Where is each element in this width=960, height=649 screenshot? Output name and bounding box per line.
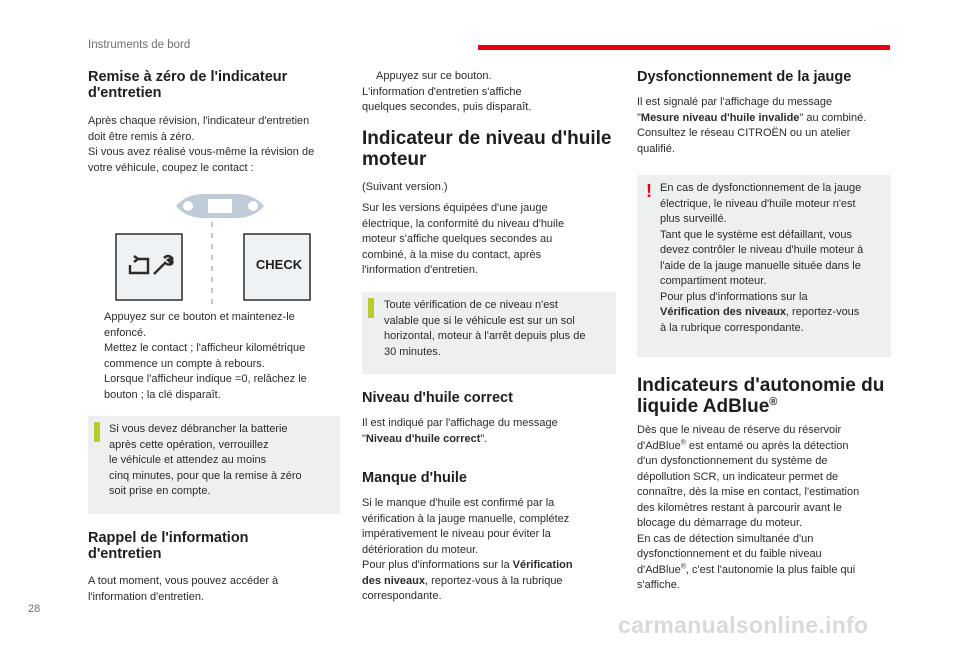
check-button-label: CHECK bbox=[255, 257, 303, 272]
oil-correct-text: Il est indiqué par l'affichage du message "Niveau d'huile correct". bbox=[362, 417, 558, 445]
info-icon bbox=[94, 422, 100, 442]
step-item: Mettez le contact ; l'afficheur kilométrique commence un compte à rebours. bbox=[104, 342, 306, 370]
info-box-oil: Toute vérification de ce niveau n'est valable que si le véhicule est sur un sol horizontal, moteur à l'arrêt depuis plus de 30 minutes. bbox=[362, 292, 616, 374]
dial-left-icon bbox=[183, 201, 193, 211]
recall-text: A tout moment, vous pouvez accéder à l'information d'entretien. bbox=[88, 575, 279, 603]
reset-heading bbox=[88, 69, 287, 101]
reset-heading-line-2: d'entretien bbox=[88, 85, 162, 101]
step-item: Lorsque l'afficheur indique =0, relâchez le bouton ; la clé disparaît. bbox=[104, 373, 307, 401]
warning-exclamation-icon: ! bbox=[646, 181, 652, 201]
info-icon bbox=[368, 298, 374, 318]
reset-intro-line: doit être remis à zéro. bbox=[88, 130, 195, 143]
page-header-title: Instruments de bord bbox=[88, 39, 191, 51]
gauge-malfunction-text: Il est signalé par l'affichage du message "Mesure niveau d'huile invalide" au combiné. Consultez le réseau CITROËN ou un atelier qualifié. bbox=[637, 96, 867, 155]
watermark: carmanualsonline.info bbox=[618, 612, 869, 638]
reset-intro-line: votre véhicule, coupez le contact : bbox=[88, 161, 254, 174]
oil-lack-text: Si le manque d'huile est confirmé par la vérification à la jauge manuelle, complétez impérativement le niveau pour éviter la détérioration du moteur. Pour plus d'informations sur la Vérification des niveaux, reportez-vous à la rubrique correspondante. bbox=[362, 497, 573, 602]
adblue-text: Dès que le niveau de réserve du réservoir d'AdBlue® est entamé ou après la détection d'un dysfonctionnement du système de dépollution SCR, un indicateur permet de connaître, dès la mise en contact, l'estimation des kilomètres restant à parcourir avant le blocage du démarrage du moteur. En cas de détection simultanée d'un dysfonctionnement et du faible niveau d'AdBlue®, c'est l'autonomie la plus faible qui s'affiche. bbox=[637, 424, 860, 591]
step-item: Appuyez sur ce bouton et maintenez-le enfoncé. bbox=[104, 311, 295, 339]
oil-lack-heading: Manque d'huile bbox=[362, 470, 467, 486]
header-red-bar bbox=[478, 45, 890, 50]
press-step: Appuyez sur ce bouton. L'information d'entretien s'affiche quelques secondes, puis disparaît. bbox=[362, 70, 532, 113]
info-box-battery: Si vous devez débrancher la batterie après cette opération, verrouillez le véhicule et attendez au moins cinq minutes, pour que la remise à zéro soit prise en compte. bbox=[88, 416, 340, 514]
reset-heading-line-1: Remise à zéro de l'indicateur bbox=[88, 69, 288, 85]
gauge-malfunction-heading: Dysfonctionnement de la jauge bbox=[637, 69, 852, 85]
oil-correct-heading: Niveau d'huile correct bbox=[362, 390, 513, 406]
oil-indicator-heading: Indicateur de niveau d'huile moteur bbox=[362, 128, 612, 170]
reset-steps bbox=[88, 310, 340, 403]
reset-intro-line: Après chaque révision, l'indicateur d'entretien bbox=[88, 115, 310, 127]
reset-intro-line: Si vous avez réalisé vous-même la révision de bbox=[88, 146, 315, 158]
recall-heading: Rappel de l'information d'entretien bbox=[88, 530, 249, 562]
reset-intro bbox=[88, 114, 340, 176]
oil-version: (Suivant version.) bbox=[362, 181, 448, 193]
adblue-heading: Indicateurs d'autonomie du liquide AdBlue® bbox=[637, 375, 885, 417]
instrument-panel-illustration bbox=[108, 188, 334, 306]
page-number: 28 bbox=[28, 603, 41, 615]
dial-right-icon bbox=[248, 201, 258, 211]
warning-box-gauge: ! En cas de dysfonctionnement de la jauge électrique, le niveau d'huile moteur n'est plus surveillé. Tant que le système est défaillant, vous devez contrôler le niveau d'huile moteur à l'aide de la jauge manuelle située dans le compartiment moteur. Pour plus d'informations sur la Vérification des niveaux, reportez-vous à la rubrique correspondante. bbox=[637, 175, 891, 357]
oil-text: Sur les versions équipées d'une jauge électrique, la conformité du niveau d'huile moteur s'affiche quelques secondes au combiné, à la mise du contact, après l'information d'entretien. bbox=[362, 202, 565, 276]
